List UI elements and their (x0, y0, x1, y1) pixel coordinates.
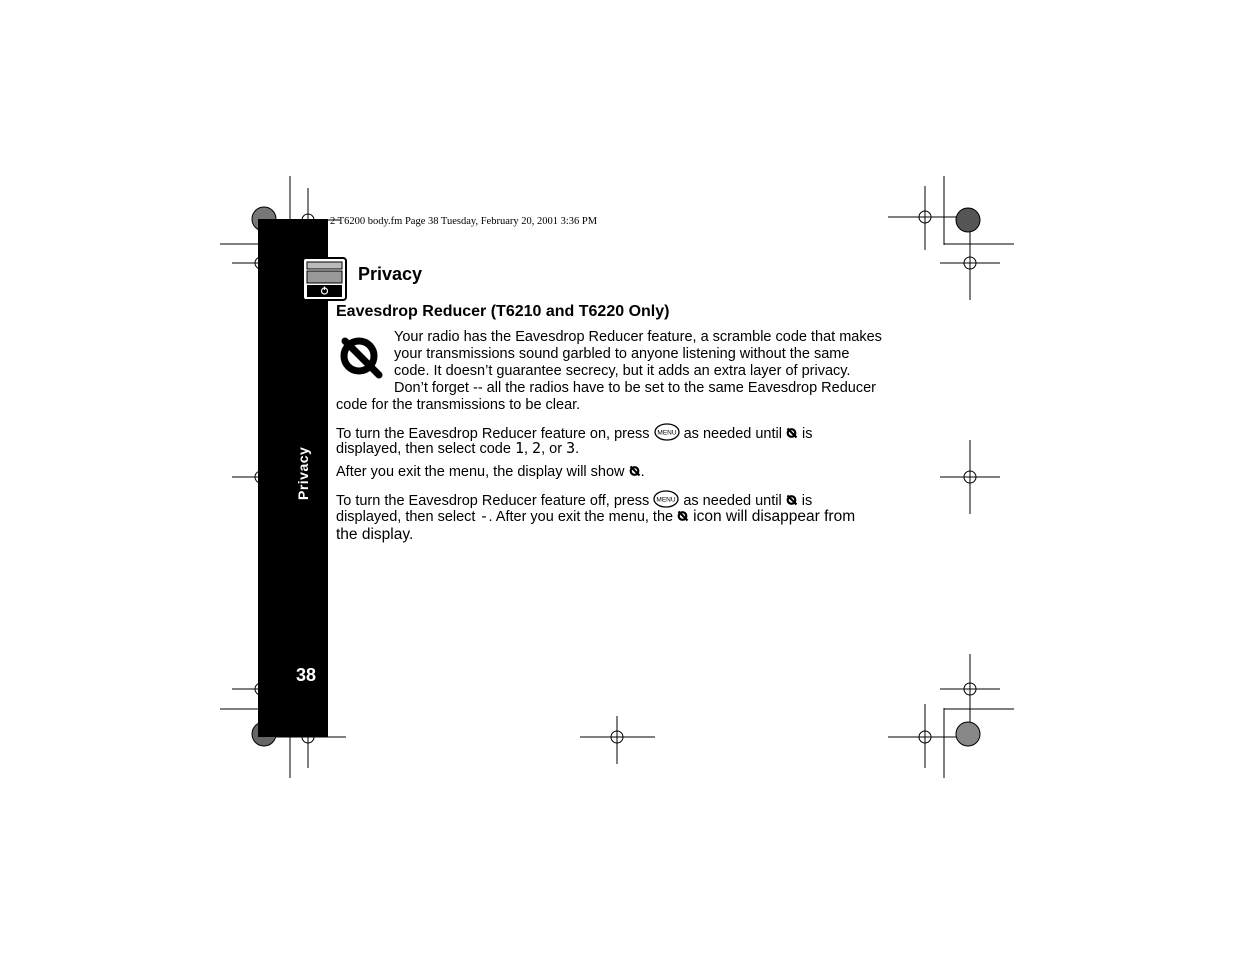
turn-on-line-2: displayed, then select code 1, 2, or 3. (336, 439, 580, 457)
eavesdrop-reducer-icon (677, 510, 689, 522)
intro-line-5: code for the transmissions to be clear. (336, 397, 581, 413)
menu-key-icon (653, 490, 679, 508)
code-digit-2: 2 (532, 439, 542, 457)
code-dash: - (479, 507, 489, 525)
code-digit-1: 1 (514, 439, 524, 457)
eavesdrop-reducer-icon (786, 494, 798, 506)
side-tab-label: Privacy (295, 446, 311, 500)
intro-line-1: Your radio has the Eavesdrop Reducer feature, a scramble code that makes (394, 329, 882, 345)
intro-line-2: your transmissions sound garbled to anyone listening without the same (394, 346, 850, 362)
eavesdrop-reducer-icon (339, 335, 383, 379)
eavesdrop-reducer-icon (629, 465, 641, 477)
menu-key-icon (654, 423, 680, 441)
turn-off-line-2: displayed, then select -. After you exit the menu, the icon will disappear from (336, 507, 856, 525)
feature-heading: Eavesdrop Reducer (T6210 and T6220 Only) (336, 303, 670, 320)
svg-text:MENU: MENU (657, 429, 677, 437)
code-digit-3: 3 (566, 439, 576, 457)
section-title: Privacy (358, 264, 423, 284)
page-number: 38 (296, 665, 317, 685)
intro-line-4: Don’t forget -- all the radios have to be set to the same Eavesdrop Reducer (394, 380, 876, 396)
eavesdrop-reducer-icon (786, 427, 798, 439)
intro-line-3: code. It doesn’t guarantee secrecy, but it adds an extra layer of privacy. (394, 363, 851, 379)
after-exit-line: After you exit the menu, the display will show . (336, 464, 645, 480)
file-header-line: 2 T6200 body.fm Page 38 Tuesday, February 20, 2001 3:36 PM (330, 216, 598, 227)
radio-display-icon (302, 257, 347, 301)
turn-on-line-1: To turn the Eavesdrop Reducer feature on, press MENU as needed until is (336, 423, 813, 443)
turn-off-line-3: the display. (336, 526, 414, 543)
turn-off-line-1: To turn the Eavesdrop Reducer feature off, press MENU as needed until is (336, 490, 812, 510)
svg-text:MENU: MENU (656, 496, 676, 504)
